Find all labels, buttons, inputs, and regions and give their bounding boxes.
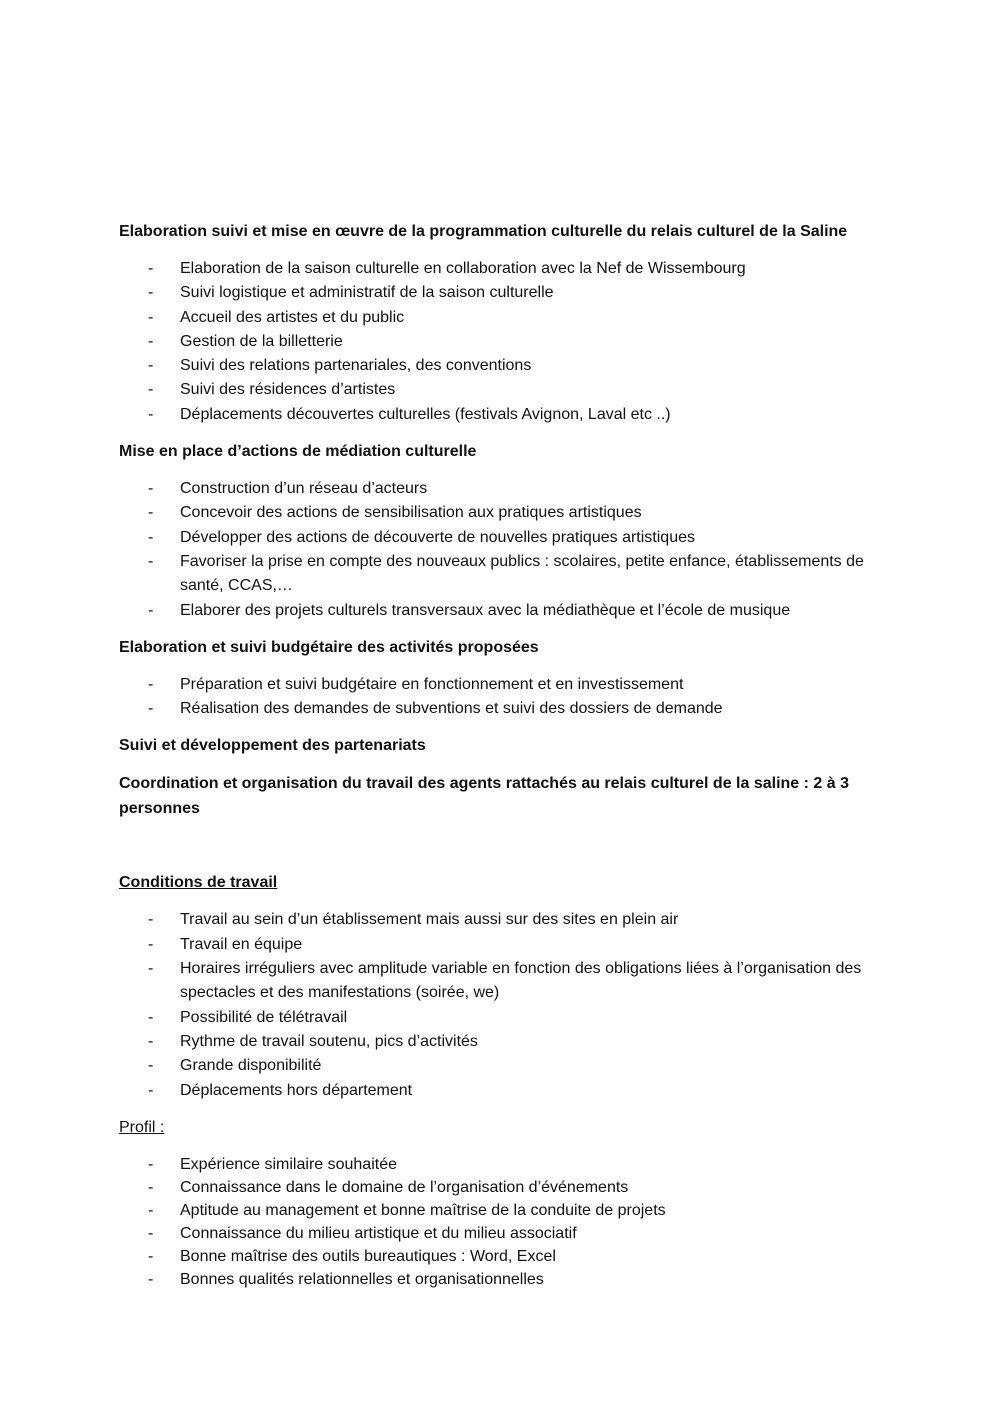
dash-bullet: -: [148, 911, 154, 929]
spacer: [119, 758, 889, 771]
dash-bullet: -: [148, 504, 154, 522]
dash-bullet: -: [148, 1224, 154, 1242]
dash-bullet: -: [148, 1032, 154, 1050]
dash-bullet: -: [148, 480, 154, 498]
dash-bullet: -: [148, 1270, 154, 1288]
document-body: [119, 219, 889, 1291]
heading-partenariats: Suivi et développement des partenariats: [119, 737, 426, 755]
list-item: - Rythme de travail soutenu, pics d’activités: [119, 1030, 889, 1054]
list-item: - Travail au sein d’un établissement mais aussi sur des sites en plein air: [119, 908, 889, 932]
list-item: - Elaborer des projets culturels transversaux avec la médiathèque et l’école de musique: [119, 599, 889, 623]
list-item: - Travail en équipe: [119, 933, 889, 957]
list-item: - Favoriser la prise en compte des nouveaux publics : scolaires, petite enfance, établissements de santé, CCAS,…: [119, 550, 889, 599]
dash-bullet: -: [148, 1178, 154, 1196]
dash-bullet: -: [148, 1201, 154, 1219]
dash-bullet: -: [148, 675, 154, 693]
list-item: - Déplacements découvertes culturelles (festivals Avignon, Laval etc ..): [119, 403, 889, 427]
dash-bullet: -: [148, 935, 154, 953]
dash-bullet: -: [148, 260, 154, 277]
section-heading-mediation: Mise en place d’actions de médiation culturelle: [119, 443, 477, 461]
dash-bullet: -: [148, 381, 154, 399]
dash-bullet: -: [148, 405, 154, 423]
heading-profil: Profil :: [119, 1118, 165, 1136]
list-item: - Préparation et suivi budgétaire en fonctionnement et en investissement: [119, 673, 889, 697]
list-item: - Construction d’un réseau d’acteurs: [119, 477, 889, 501]
list-profil: [119, 1153, 889, 1291]
dash-bullet: -: [148, 1008, 154, 1026]
dash-bullet: -: [148, 552, 154, 570]
list-item: - Gestion de la billetterie: [119, 330, 889, 354]
dash-bullet: -: [148, 1057, 154, 1075]
list-item: - Aptitude au management et bonne maîtrise de la conduite de projets: [119, 1199, 889, 1222]
list-item: - Suivi des résidences d’artistes: [119, 378, 889, 402]
dash-bullet: -: [148, 284, 154, 302]
section-heading-programmation: Elaboration suivi et mise en œuvre de la programmation culturelle du relais culturel de la Saline: [119, 223, 848, 240]
list-mediation: [119, 477, 889, 623]
list-item: - Développer des actions de découverte de nouvelles pratiques artistiques: [119, 526, 889, 550]
heading-coordination: Coordination et organisation du travail des agents rattachés au relais culturel de la saline : 2 à 3 personnes: [119, 775, 849, 818]
dash-bullet: -: [148, 528, 154, 546]
list-item: - Possibilité de télétravail: [119, 1006, 889, 1030]
list-item: - Réalisation des demandes de subventions et suivi des dossiers de demande: [119, 697, 889, 721]
list-item: - Suivi des relations partenariales, des conventions: [119, 354, 889, 378]
dash-bullet: -: [148, 601, 154, 619]
dash-bullet: -: [148, 332, 154, 350]
spacer: [119, 821, 889, 870]
heading-conditions: Conditions de travail: [119, 874, 278, 892]
dash-bullet: -: [148, 1155, 154, 1173]
list-item: - Horaires irréguliers avec amplitude variable en fonction des obligations liées à l’organisation des spectacles et des manifestations (soirée, we): [119, 957, 889, 1006]
dash-bullet: -: [148, 357, 154, 375]
list-item: - Grande disponibilité: [119, 1054, 889, 1078]
dash-bullet: -: [148, 1081, 154, 1099]
dash-bullet: -: [148, 308, 154, 326]
dash-bullet: -: [148, 960, 154, 978]
list-item: - Bonnes qualités relationnelles et organisationnelles: [119, 1268, 889, 1291]
list-item: - Connaissance du milieu artistique et du milieu associatif: [119, 1222, 889, 1245]
dash-bullet: -: [148, 1247, 154, 1265]
list-item: - Accueil des artistes et du public: [119, 306, 889, 330]
list-budget: [119, 673, 889, 722]
list-item: - Suivi logistique et administratif de la saison culturelle: [119, 281, 889, 305]
list-conditions: [119, 908, 889, 1102]
list-item: - Bonne maîtrise des outils bureautiques : Word, Excel: [119, 1245, 889, 1268]
list-item: - Elaboration de la saison culturelle en collaboration avec la Nef de Wissembourg: [119, 257, 889, 281]
list-programmation: [119, 257, 889, 427]
list-item: - Expérience similaire souhaitée: [119, 1153, 889, 1176]
section-heading-budget: Elaboration et suivi budgétaire des activités proposées: [119, 638, 539, 656]
list-item: - Connaissance dans le domaine de l’organisation d’événements: [119, 1176, 889, 1199]
dash-bullet: -: [148, 700, 154, 718]
list-item: - Concevoir des actions de sensibilisation aux pratiques artistiques: [119, 501, 889, 525]
list-item: - Déplacements hors département: [119, 1079, 889, 1103]
